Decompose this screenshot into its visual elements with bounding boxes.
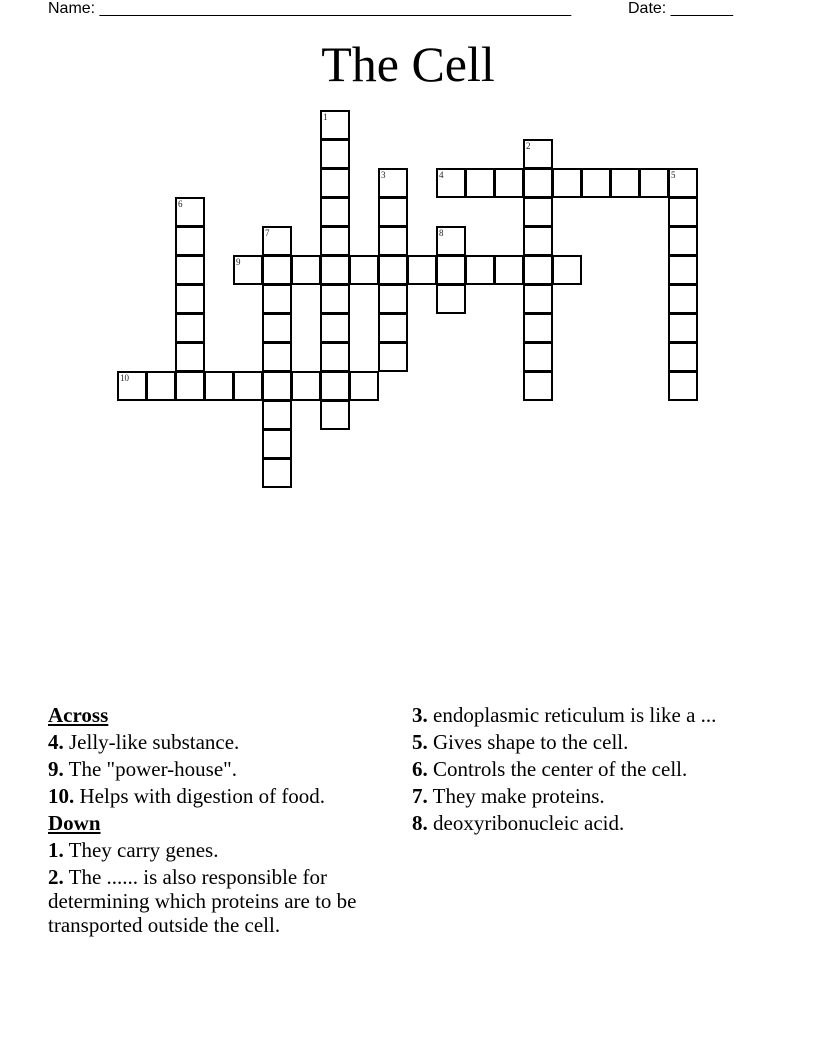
crossword-cell[interactable] [378, 255, 408, 285]
clue-down-1 [48, 838, 398, 862]
crossword-cell[interactable] [320, 139, 350, 169]
crossword-cell[interactable] [175, 342, 205, 372]
crossword-cell[interactable] [494, 255, 524, 285]
crossword-cell[interactable] [523, 342, 553, 372]
crossword-cell[interactable] [465, 168, 495, 198]
crossword-cell[interactable] [581, 168, 611, 198]
crossword-cell[interactable] [175, 255, 205, 285]
crossword-cell[interactable] [320, 110, 350, 140]
crossword-cell[interactable] [320, 313, 350, 343]
crossword-cell[interactable] [291, 371, 321, 401]
crossword-cell[interactable] [378, 226, 408, 256]
crossword-cell[interactable] [436, 284, 466, 314]
crossword-cell[interactable] [552, 255, 582, 285]
crossword-cell[interactable] [523, 226, 553, 256]
crossword-cell[interactable] [378, 313, 408, 343]
crossword-cell[interactable] [378, 342, 408, 372]
clue-number: 4. [48, 730, 64, 754]
clue-across-4 [48, 730, 398, 754]
crossword-cell[interactable] [523, 139, 553, 169]
clue-number: 7. [412, 784, 428, 808]
crossword-cell[interactable] [320, 168, 350, 198]
crossword-cell[interactable] [349, 255, 379, 285]
clue-number: 3. [412, 703, 428, 727]
crossword-cell[interactable] [668, 313, 698, 343]
crossword-cell[interactable] [378, 284, 408, 314]
crossword-cell[interactable] [233, 371, 263, 401]
clue-number-label: 10 [120, 373, 129, 383]
crossword-cell[interactable] [175, 226, 205, 256]
down-heading: Down [48, 811, 101, 835]
crossword-cell[interactable] [523, 168, 553, 198]
clue-number-label: 7 [265, 228, 270, 238]
crossword-cell[interactable] [175, 197, 205, 227]
clue-number-label: 6 [178, 199, 183, 209]
date-field-label: Date: _______ [628, 0, 733, 17]
crossword-cell[interactable] [436, 255, 466, 285]
clue-down-6 [412, 757, 752, 781]
clue-across-9 [48, 757, 398, 781]
crossword-cell[interactable] [668, 284, 698, 314]
name-field-label: Name: _____________________________________________________ [48, 0, 572, 17]
clue-text: Helps with digestion of food. [74, 784, 326, 808]
crossword-cell[interactable] [378, 197, 408, 227]
clue-across-10 [48, 784, 398, 808]
crossword-cell[interactable] [494, 168, 524, 198]
crossword-cell[interactable] [262, 371, 292, 401]
clue-number: 8. [412, 811, 428, 835]
crossword-cell[interactable] [175, 313, 205, 343]
page-title: The Cell [321, 36, 495, 92]
crossword-cell[interactable] [465, 255, 495, 285]
clue-number: 10. [48, 784, 75, 808]
clue-text: The ...... is also responsible for determining which proteins are to be transported outside the cell. [48, 865, 357, 937]
clue-number: 9. [48, 757, 64, 781]
crossword-cell[interactable] [262, 400, 292, 430]
crossword-cell[interactable] [262, 284, 292, 314]
crossword-cell[interactable] [523, 197, 553, 227]
clue-text: deoxyribonucleic acid. [427, 811, 625, 835]
clue-text: Gives shape to the cell. [427, 730, 629, 754]
crossword-cell[interactable] [320, 342, 350, 372]
clue-text: They carry genes. [63, 838, 219, 862]
crossword-cell[interactable] [320, 400, 350, 430]
crossword-cell[interactable] [320, 284, 350, 314]
clue-number-label: 2 [526, 141, 531, 151]
crossword-cell[interactable] [552, 168, 582, 198]
clue-number-label: 1 [323, 112, 328, 122]
crossword-cell[interactable] [668, 197, 698, 227]
crossword-cell[interactable] [262, 255, 292, 285]
crossword-cell[interactable] [146, 371, 176, 401]
clue-down-3 [412, 703, 752, 727]
crossword-cell[interactable] [668, 255, 698, 285]
clue-down-5 [412, 730, 752, 754]
clues-right-column [412, 703, 752, 838]
clue-number: 6. [412, 757, 428, 781]
crossword-cell[interactable] [668, 342, 698, 372]
crossword-cell[interactable] [262, 342, 292, 372]
crossword-cell[interactable] [523, 313, 553, 343]
crossword-cell[interactable] [175, 284, 205, 314]
clue-number: 2. [48, 865, 64, 889]
crossword-cell[interactable] [320, 255, 350, 285]
clue-text: endoplasmic reticulum is like a ... [427, 703, 717, 727]
clue-number-label: 9 [236, 257, 241, 267]
crossword-cell[interactable] [436, 168, 466, 198]
crossword-cell[interactable] [378, 168, 408, 198]
clue-number-label: 4 [439, 170, 444, 180]
crossword-grid [0, 0, 816, 520]
crossword-cell[interactable] [668, 226, 698, 256]
crossword-cell[interactable] [262, 429, 292, 459]
crossword-cell[interactable] [639, 168, 669, 198]
crossword-cell[interactable] [262, 313, 292, 343]
crossword-cell[interactable] [291, 255, 321, 285]
crossword-cell[interactable] [262, 226, 292, 256]
crossword-cell[interactable] [233, 255, 263, 285]
crossword-cell[interactable] [349, 371, 379, 401]
crossword-cell[interactable] [262, 458, 292, 488]
clue-number-label: 8 [439, 228, 444, 238]
clue-text: They make proteins. [427, 784, 605, 808]
clue-down-2 [48, 865, 398, 937]
crossword-cell[interactable] [117, 371, 147, 401]
clue-down-8 [412, 811, 752, 835]
clue-text: The "power-house". [63, 757, 237, 781]
crossword-cell[interactable] [436, 226, 466, 256]
clue-text: Controls the center of the cell. [427, 757, 688, 781]
crossword-cell[interactable] [668, 371, 698, 401]
clue-number: 5. [412, 730, 428, 754]
across-heading: Across [48, 703, 109, 727]
crossword-cell[interactable] [523, 371, 553, 401]
crossword-cell[interactable] [320, 226, 350, 256]
crossword-cell[interactable] [320, 371, 350, 401]
crossword-cell[interactable] [523, 255, 553, 285]
clue-number-label: 3 [381, 170, 386, 180]
crossword-cell[interactable] [320, 197, 350, 227]
clue-text: Jelly-like substance. [63, 730, 240, 754]
crossword-cell[interactable] [204, 371, 234, 401]
crossword-cell[interactable] [610, 168, 640, 198]
clue-number: 1. [48, 838, 64, 862]
crossword-cell[interactable] [523, 284, 553, 314]
clue-down-7 [412, 784, 752, 808]
crossword-cell[interactable] [407, 255, 437, 285]
crossword-cell[interactable] [175, 371, 205, 401]
crossword-cell[interactable] [668, 168, 698, 198]
clue-number-label: 5 [671, 170, 676, 180]
clues-left-column [48, 703, 398, 940]
